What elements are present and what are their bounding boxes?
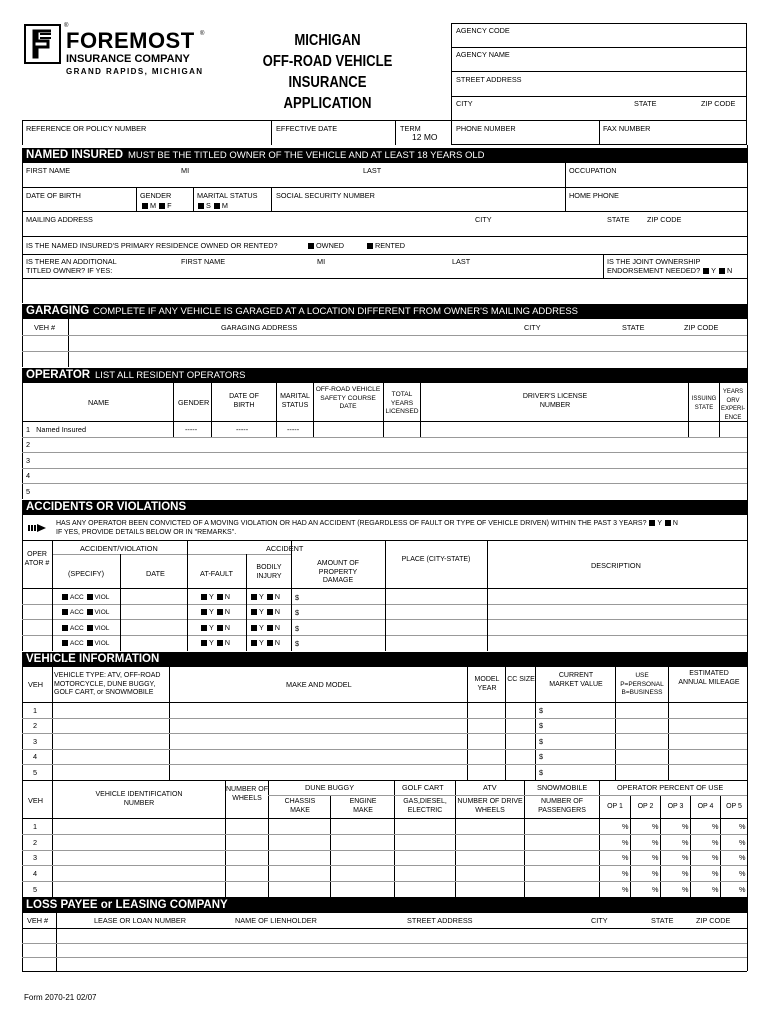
op-row1-marital: ----- <box>287 425 300 434</box>
effective-date-field[interactable]: EFFECTIVE DATE <box>276 124 338 133</box>
op-percent-cell[interactable]: % <box>622 869 629 878</box>
ssn-field[interactable]: SOCIAL SECURITY NUMBER <box>276 191 375 200</box>
marital-s-checkbox[interactable] <box>198 203 204 209</box>
loan-number-header: LEASE OR LOAN NUMBER <box>94 916 187 925</box>
marital-options[interactable]: S M <box>197 201 228 210</box>
operator-use-header: OPERATOR PERCENT OF USE <box>617 783 724 792</box>
acc-row-3-fault[interactable]: Y N <box>200 623 230 632</box>
op-percent-cell[interactable]: % <box>712 885 719 894</box>
op-percent-cell[interactable]: % <box>739 869 746 878</box>
acc-row-1-injury[interactable]: Y N <box>250 592 280 601</box>
op5-header: OP 5 <box>726 803 742 810</box>
veh2-row-4[interactable]: 4 <box>33 869 38 878</box>
drive-wheels-header: NUMBER OF DRIVE WHEELS <box>457 798 523 814</box>
op-percent-cell[interactable]: % <box>652 869 659 878</box>
op-percent-cell[interactable]: % <box>712 822 719 831</box>
acc-viol-header: ACCIDENT/VIOLATION <box>80 544 158 553</box>
term-label: TERM <box>400 124 421 133</box>
co-owner-last-field[interactable]: LAST <box>452 257 471 266</box>
acc-row-2-injury[interactable]: Y N <box>250 607 280 616</box>
op-percent-cell[interactable]: % <box>739 885 746 894</box>
acc-description-header: DESCRIPTION <box>591 561 641 570</box>
acc-specify-header: (SPECIFY) <box>68 569 105 578</box>
op-percent-cell[interactable]: % <box>712 853 719 862</box>
acc-row-4-dollar: $ <box>295 639 300 648</box>
loss-payee-header: LOSS PAYEE or LEASING COMPANY <box>22 898 747 913</box>
accidents-question: HAS ANY OPERATOR BEEN CONVICTED OF A MOVING VIOLATION OR HAD AN ACCIDENT (REGARDLESS OF FAULT OR TYPE OF VEHICLE DRIVEN) WITHIN THE PAST 3 YEARS? Y N <box>56 520 678 527</box>
accident-header: ACCIDENT <box>266 544 304 553</box>
acc-row-1-fault[interactable]: Y N <box>200 592 230 601</box>
registered-mark: ® <box>64 23 69 29</box>
acc-row-1-type[interactable]: ACC VIOL <box>61 593 109 602</box>
last-name-field[interactable]: LAST <box>363 166 382 175</box>
joint-no-checkbox[interactable] <box>719 268 725 274</box>
agency-code-field[interactable]: AGENCY CODE <box>456 26 510 35</box>
veh-row-5[interactable]: 5 <box>33 768 38 777</box>
op-percent-cell[interactable]: % <box>652 822 659 831</box>
veh2-row-3[interactable]: 3 <box>33 853 38 862</box>
golf-cart-header: GOLF CART <box>402 783 444 792</box>
dob-field[interactable]: DATE OF BIRTH <box>26 191 81 200</box>
company-city: GRAND RAPIDS, MICHIGAN <box>66 67 204 76</box>
op-percent-cell[interactable]: % <box>652 885 659 894</box>
value-dollar-4: $ <box>539 752 544 761</box>
veh-header: VEH <box>28 680 44 689</box>
veh2-header: VEH <box>28 796 44 805</box>
veh2-row-2[interactable]: 2 <box>33 838 38 847</box>
make-model-header: MAKE AND MODEL <box>286 680 352 689</box>
veh-row-1[interactable]: 1 <box>33 706 38 715</box>
acc-row-2-dollar: $ <box>295 608 300 617</box>
mailing-state-field[interactable]: STATE <box>607 215 630 224</box>
occupation-field[interactable]: OCCUPATION <box>569 166 617 175</box>
acc-row-4-fault[interactable]: Y N <box>200 638 230 647</box>
accidents-header: ACCIDENTS OR VIOLATIONS <box>22 500 747 515</box>
accidents-no-checkbox[interactable] <box>665 520 671 526</box>
op-percent-cell[interactable]: % <box>712 869 719 878</box>
acc-atfault-header: AT-FAULT <box>200 569 233 578</box>
co-owner-mi-field[interactable]: MI <box>317 257 326 266</box>
agency-state-field[interactable]: STATE <box>634 99 657 108</box>
term-value: 12 MO <box>412 132 438 142</box>
op-years-header: TOTAL YEARS LICENSED <box>385 391 419 415</box>
op-percent-cell[interactable]: % <box>652 838 659 847</box>
acc-row-3-dollar: $ <box>295 624 300 633</box>
op-percent-cell[interactable]: % <box>682 853 689 862</box>
op1-header: OP 1 <box>607 803 623 810</box>
trademark: ® <box>200 31 205 37</box>
agency-phone-field[interactable]: PHONE NUMBER <box>456 124 516 133</box>
op-course-header: OFF-ROAD VEHICLE SAFETY COURSE DATE <box>315 386 381 410</box>
arrow-icon <box>28 520 48 530</box>
op-percent-cell[interactable]: % <box>622 885 629 894</box>
accidents-note: IF YES, PROVIDE DETAILS BELOW OR IN "REMARKS". <box>56 529 237 536</box>
garaging-header: GARAGING COMPLETE IF ANY VEHICLE IS GARAGED AT A LOCATION DIFFERENT FROM OWNER'S MAILING ADDRESS <box>22 304 747 319</box>
op-row-5[interactable]: 5 <box>26 487 31 496</box>
acc-amount-header: AMOUNT OF PROPERTY DAMAGE <box>317 560 359 584</box>
engine-header: ENGINE MAKE <box>349 798 377 814</box>
named-insured-header: NAMED INSURED MUST BE THE TITLED OWNER OF THE VEHICLE AND AT LEAST 18 YEARS OLD <box>22 148 747 163</box>
operator-header: OPERATOR LIST ALL RESIDENT OPERATORS <box>22 368 747 383</box>
loss-zip-header: ZIP CODE <box>696 916 731 925</box>
model-year-header: MODEL YEAR <box>474 676 500 692</box>
garaging-zip-header: ZIP CODE <box>684 323 719 332</box>
agency-city-field[interactable]: CITY <box>456 99 473 108</box>
gender-options[interactable]: M F <box>141 201 172 210</box>
acc-row-3-type[interactable]: ACC VIOL <box>61 624 109 633</box>
title-line-3: INSURANCE APPLICATION <box>283 74 372 112</box>
company-name: INSURANCE COMPANY <box>66 53 190 65</box>
garaging-address-header: GARAGING ADDRESS <box>221 323 298 332</box>
op-percent-cell[interactable]: % <box>739 838 746 847</box>
op-row1-gender: ----- <box>185 425 198 434</box>
op-row-4[interactable]: 4 <box>26 471 31 480</box>
cc-size-header: CC SIZE <box>507 676 535 683</box>
agency-fax-field[interactable]: FAX NUMBER <box>603 124 651 133</box>
owned-option[interactable]: OWNED <box>307 241 344 250</box>
marital-m-checkbox[interactable] <box>214 203 220 209</box>
lienholder-header: NAME OF LIENHOLDER <box>235 916 317 925</box>
op-gender-header: GENDER <box>178 398 210 407</box>
acc-row-4-type[interactable]: ACC VIOL <box>61 639 109 648</box>
op-row1-dob: ----- <box>236 425 249 434</box>
additional-owner-label-1: IS THERE AN ADDITIONAL <box>26 257 117 266</box>
vehicle-header: VEHICLE INFORMATION <box>22 652 747 667</box>
value-dollar-1: $ <box>539 706 544 715</box>
loss-city-header: CITY <box>591 916 608 925</box>
passengers-header: NUMBER OF PASSENGERS <box>538 798 586 814</box>
residence-question: IS THE NAMED INSURED'S PRIMARY RESIDENCE OWNED OR RENTED? <box>26 241 278 250</box>
op-percent-cell[interactable]: % <box>622 822 629 831</box>
op-percent-cell[interactable]: % <box>652 853 659 862</box>
op-percent-cell[interactable]: % <box>682 885 689 894</box>
op-percent-cell[interactable]: % <box>739 853 746 862</box>
additional-owner-label-2: TITLED OWNER? IF YES: <box>26 266 113 275</box>
rented-option[interactable]: RENTED <box>366 241 405 250</box>
wheels-header: NUMBER OF WHEELS <box>226 786 268 802</box>
op-percent-cell[interactable]: % <box>712 838 719 847</box>
acc-operator-header: OPER ATOR # <box>24 551 50 567</box>
loss-state-header: STATE <box>651 916 674 925</box>
op-license-header: DRIVER'S LICENSE NUMBER <box>522 393 588 409</box>
logo-name: FOREMOST <box>66 28 195 53</box>
veh-row-4[interactable]: 4 <box>33 752 38 761</box>
op-dob-header: DATE OF BIRTH <box>229 393 259 409</box>
chassis-header: CHASSIS MAKE <box>284 798 316 814</box>
acc-place-header: PLACE (CITY-STATE) <box>401 556 471 563</box>
op-percent-cell[interactable]: % <box>739 822 746 831</box>
garaging-veh-header: VEH # <box>34 323 56 332</box>
mi-field[interactable]: MI <box>181 166 190 175</box>
fuel-header: GAS,DIESEL, ELECTRIC <box>403 798 447 814</box>
op3-header: OP 3 <box>667 803 684 810</box>
title-line-1: MICHIGAN <box>294 32 361 49</box>
market-value-header: CURRENT MARKET VALUE <box>549 672 603 688</box>
mailing-zip-field[interactable]: ZIP CODE <box>647 215 682 224</box>
loss-veh-header: VEH # <box>27 916 49 925</box>
joint-ownership-label: IS THE JOINT OWNERSHIP <box>607 257 701 266</box>
op-percent-cell[interactable]: % <box>682 869 689 878</box>
value-dollar-5: $ <box>539 768 544 777</box>
mailing-city-field[interactable]: CITY <box>475 215 492 224</box>
title-line-2: OFF-ROAD VEHICLE <box>262 53 393 70</box>
op-percent-cell[interactable]: % <box>682 822 689 831</box>
op-percent-cell[interactable]: % <box>622 853 629 862</box>
acc-row-4-injury[interactable]: Y N <box>250 638 280 647</box>
op-issuing-header: ISSUING STATE <box>691 396 717 411</box>
acc-row-2-fault[interactable]: Y N <box>200 607 230 616</box>
acc-bodily-header: BODILY INJURY <box>256 564 282 580</box>
home-phone-field[interactable]: HOME PHONE <box>569 191 619 200</box>
veh-row-2[interactable]: 2 <box>33 721 38 730</box>
use-header: USE P=PERSONAL B=BUSINESS <box>620 672 664 696</box>
value-dollar-3: $ <box>539 737 544 746</box>
acc-row-2-type[interactable]: ACC VIOL <box>61 608 109 617</box>
agency-street-field[interactable]: STREET ADDRESS <box>456 75 522 84</box>
mailing-address-field[interactable]: MAILING ADDRESS <box>26 215 93 224</box>
op-name-header: NAME <box>88 398 110 407</box>
gender-m-checkbox[interactable] <box>142 203 148 209</box>
accidents-yes-checkbox[interactable] <box>649 520 655 526</box>
snowmobile-header: SNOWMOBILE <box>537 783 588 792</box>
value-dollar-2: $ <box>539 721 544 730</box>
veh2-row-5[interactable]: 5 <box>33 885 38 894</box>
gender-f-checkbox[interactable] <box>159 203 165 209</box>
acc-date-header: DATE <box>146 569 165 578</box>
op-percent-cell[interactable]: % <box>682 838 689 847</box>
acc-row-1-dollar: $ <box>295 593 300 602</box>
owned-checkbox[interactable] <box>308 243 314 249</box>
op-orv-header: YEARS ORV EXPERI-ENCE <box>720 389 745 421</box>
op-row-1[interactable]: 1 Named Insured <box>26 425 87 434</box>
atv-header: ATV <box>483 783 497 792</box>
reference-policy-field[interactable]: REFERENCE OR POLICY NUMBER <box>26 124 147 133</box>
veh-row-3[interactable]: 3 <box>33 737 38 746</box>
co-owner-first-field[interactable]: FIRST NAME <box>181 257 226 266</box>
loss-street-header: STREET ADDRESS <box>407 916 473 925</box>
op2-header: OP 2 <box>637 803 654 810</box>
gender-label: GENDER <box>140 191 172 200</box>
veh2-row-1[interactable]: 1 <box>33 822 38 831</box>
dune-buggy-header: DUNE BUGGY <box>305 783 355 792</box>
op4-header: OP 4 <box>697 803 714 810</box>
garaging-city-header: CITY <box>524 323 541 332</box>
vin-header: VEHICLE IDENTIFICATION NUMBER <box>95 791 183 807</box>
first-name-field[interactable]: FIRST NAME <box>26 166 71 175</box>
marital-label: MARITAL STATUS <box>197 191 258 200</box>
form-number: Form 2070-21 02/07 <box>24 993 97 1002</box>
form-title <box>243 30 411 114</box>
op-row-3[interactable]: 3 <box>26 456 31 465</box>
acc-row-3-injury[interactable]: Y N <box>250 623 280 632</box>
rented-checkbox[interactable] <box>367 243 373 249</box>
garaging-state-header: STATE <box>622 323 645 332</box>
agency-name-field[interactable]: AGENCY NAME <box>456 50 510 59</box>
mileage-header: ESTIMATED ANNUAL MILEAGE <box>678 670 740 686</box>
agency-zip-field[interactable]: ZIP CODE <box>701 99 736 108</box>
vehicle-type-header: VEHICLE TYPE: ATV, OFF-ROAD MOTORCYCLE, DUNE BUGGY, GOLF CART, or SNOWMOBILE <box>54 672 161 696</box>
joint-ownership-options[interactable]: ENDORSEMENT NEEDED? Y N <box>607 266 733 275</box>
op-row-2[interactable]: 2 <box>26 440 31 449</box>
joint-yes-checkbox[interactable] <box>703 268 709 274</box>
foremost-logo-mark <box>24 24 61 64</box>
op-marital-header: MARITAL STATUS <box>280 393 310 409</box>
op-percent-cell[interactable]: % <box>622 838 629 847</box>
